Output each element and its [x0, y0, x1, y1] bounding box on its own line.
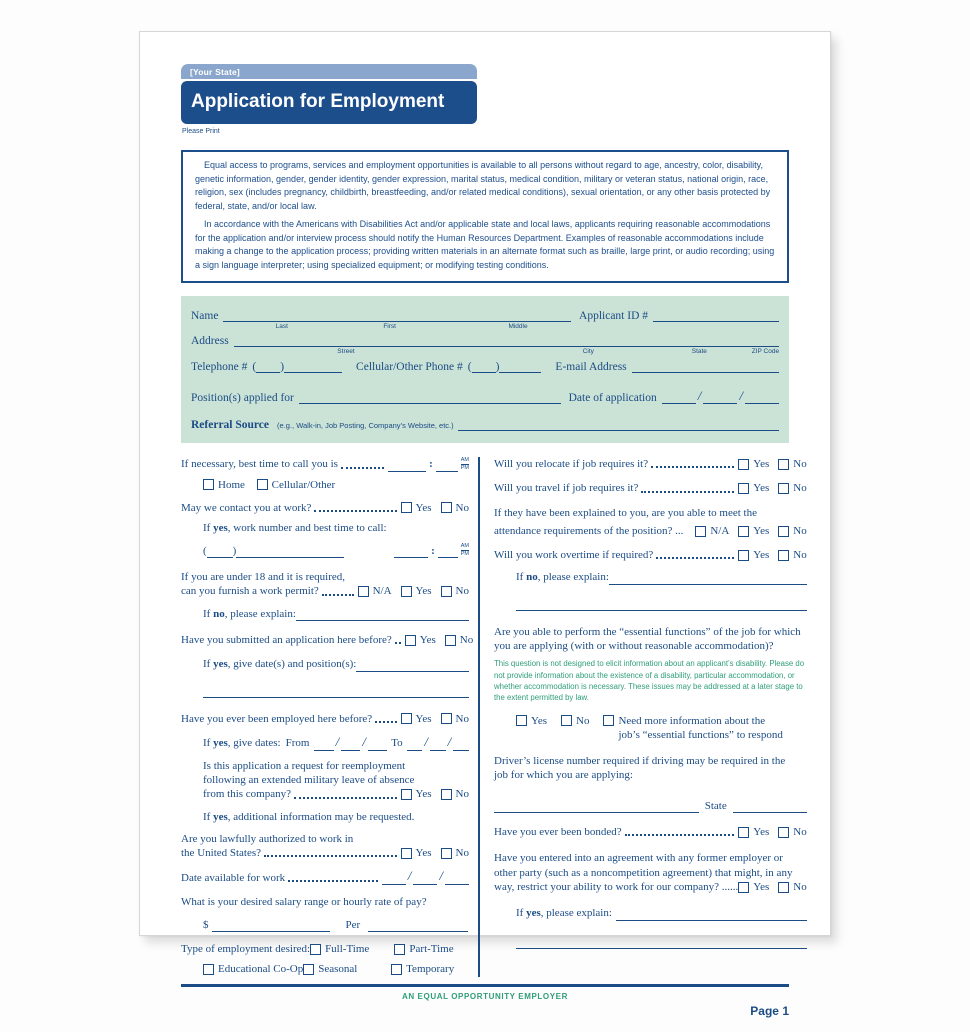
checkbox-permit-yes[interactable] [401, 586, 412, 597]
yes-label: Yes [419, 633, 436, 646]
reemployment-line1: Is this application a request for reemployment [203, 759, 406, 772]
work-close-paren: ) [232, 544, 237, 557]
equal-opportunity-text: AN EQUAL OPPORTUNITY EMPLOYER [401, 991, 568, 1001]
no-label: No [455, 585, 469, 598]
app-date-day-line[interactable] [703, 392, 737, 404]
explain-rest: , please explain: [540, 907, 612, 920]
checkbox-contact-work-no[interactable] [441, 502, 452, 513]
license-entry-row [494, 799, 807, 813]
checkbox-overtime-yes[interactable] [738, 550, 749, 561]
email-label: E-mail Address [555, 361, 627, 373]
address-sub-street: Street [337, 348, 355, 355]
checkbox-employed-no[interactable] [441, 713, 452, 724]
disability-note: This question is not designed to elicit information about an applicant’s disability. Please do not provide information about the existence of a disability, particular accommodation, or whether accommodation is necessary. These issues may be addressed at a later stage to the extent permitted by law. [494, 659, 805, 703]
referral-source-label: Referral Source [191, 419, 270, 431]
checkbox-relocate-no[interactable] [778, 459, 789, 470]
dot-leader [625, 834, 735, 836]
yes-word: yes [213, 810, 228, 823]
yes-label: Yes [415, 585, 432, 598]
if-word: If [203, 521, 214, 534]
checkbox-employed-yes[interactable] [401, 713, 412, 724]
yes-label: Yes [415, 847, 432, 860]
question-lawfully-authorized [181, 832, 469, 861]
telephone-label: Telephone # [191, 361, 248, 373]
permit-explain-line[interactable] [296, 609, 469, 621]
question-best-time-to-call [181, 457, 469, 472]
no-label: No [793, 524, 807, 537]
checkbox-bonded-no[interactable] [778, 827, 789, 838]
best-time-hour-line[interactable] [388, 460, 426, 472]
question-noncompete [494, 851, 807, 894]
name-field-line[interactable] [223, 310, 571, 330]
notice-paragraph-2: In accordance with the Americans with Disabilities Act and/or applicable state and local laws, applicants requiring reasonable accommodations for the application and/or interview process should notify the Human Resources Department. Examples of reasonable accommodations include making a change to the application process; providing written materials in an alternate format such as braille, large print, or audio recording; using a sign language interpreter; using specialized equipment; or modifying testing conditions. [195, 219, 775, 270]
referral-source-hint: (e.g., Walk-in, Job Posting, Company’s Website, etc.) [277, 421, 454, 430]
no-label: No [459, 633, 474, 646]
noncompete-explain-continuation [516, 937, 807, 949]
noncompete-explain-line[interactable] [616, 909, 807, 921]
name-sub-last: Last [275, 323, 288, 330]
telephone-open-paren: ( [252, 361, 257, 373]
to-label: To [391, 737, 403, 750]
question-essential-functions [494, 625, 807, 654]
checkbox-essential-no[interactable] [561, 715, 572, 726]
questions-left-column [181, 457, 478, 977]
application-page [139, 31, 831, 1018]
if-word: If [203, 607, 214, 620]
checkbox-permit-no[interactable] [441, 586, 452, 597]
license-state-label: State [704, 799, 727, 812]
essential-line2: you are applying (with or without reasonable accommodation)? [494, 640, 774, 653]
footer-rule [181, 984, 789, 987]
if-word: If [516, 571, 527, 584]
temporary-label: Temporary [406, 963, 455, 976]
checkbox-permit-na[interactable] [358, 586, 369, 597]
am-label: AM [460, 543, 469, 550]
dot-leader [395, 642, 401, 644]
part-time-label: Part-Time [409, 942, 454, 955]
overtime-explain-row [516, 570, 807, 584]
to-day-line[interactable] [430, 739, 446, 751]
no-word: no [526, 571, 538, 584]
no-label: No [793, 458, 807, 470]
noncompete-explain-line2[interactable] [516, 937, 807, 949]
checkbox-noncompete-no[interactable] [778, 882, 789, 893]
no-label: No [455, 788, 469, 801]
phone-type-checkboxes [203, 478, 469, 495]
checkbox-need-more-info[interactable] [603, 715, 614, 726]
checkbox-attendance-na[interactable] [695, 526, 706, 537]
no-label: No [455, 501, 469, 514]
yes-label: Yes [531, 714, 548, 727]
from-label: From [285, 737, 310, 750]
question-overtime [494, 548, 807, 562]
checkbox-bonded-yes[interactable] [738, 827, 749, 838]
cell-close-paren: ) [495, 361, 500, 373]
pm-label: PM [460, 464, 469, 471]
cell-field-line[interactable] [499, 361, 541, 373]
submitted-text: Have you submitted an application here before? [181, 633, 392, 646]
na-label: N/A [710, 524, 730, 537]
yes-label: Yes [415, 712, 432, 725]
notice-paragraph-1: Equal access to programs, services and employment opportunities is available to all persons without regard to age, ancestry, color, disability, genetic information, gender, gender identity, gender expression, marital status, medical condition, military or veteran status, national origin, race, religion, sex (includes pregnancy, childbirth, breastfeeding, and/or related medical conditions), sexual orientation, or any other basis protected by federal, state, and/or local law. [195, 160, 771, 211]
dot-leader [322, 594, 354, 596]
dot-leader [288, 880, 378, 882]
salary-entry-row [203, 918, 469, 932]
submitted-dates-row [203, 657, 469, 671]
date-slash: / [407, 868, 412, 884]
header-lockup [181, 64, 477, 124]
checkbox-reemployment-yes[interactable] [401, 789, 412, 800]
dot-leader [375, 721, 396, 723]
license-line2: job for which you are applying: [494, 769, 633, 782]
work-open-paren: ( [203, 544, 207, 557]
telephone-field-line[interactable] [284, 361, 342, 373]
to-month-line[interactable] [407, 739, 423, 751]
dot-leader [641, 491, 734, 493]
full-time-label: Full-Time [325, 942, 370, 955]
date-slash: / [424, 733, 428, 749]
salary-amount-line[interactable] [212, 920, 330, 932]
yes-label: Yes [753, 880, 770, 893]
footer [181, 992, 789, 1032]
questions-right-column [478, 457, 807, 977]
overtime-explain-continuation [516, 599, 807, 611]
question-reemployment [203, 759, 469, 802]
applicant-id-label: Applicant ID # [579, 310, 648, 322]
reemployment-line2: following an extended military leave of absence [203, 774, 415, 786]
addl-rest: , additional information may be requested. [227, 810, 415, 823]
employed-text: Have you ever been employed here before? [181, 712, 373, 725]
question-date-available [181, 868, 469, 885]
checkbox-submitted-yes[interactable] [405, 635, 416, 646]
pm-label: PM [460, 551, 469, 558]
yes-label: Yes [753, 524, 770, 537]
am-pm-stack [461, 543, 469, 558]
yes-word: yes [213, 521, 228, 534]
avail-day-line[interactable] [413, 873, 437, 885]
no-label: No [793, 482, 807, 495]
yes-word: yes [526, 907, 541, 920]
relocate-text: Will you relocate if job requires it? [494, 458, 649, 470]
cellular-other-label: Cellular/Other [271, 478, 336, 491]
name-label: Name [191, 310, 219, 322]
question-employed-before [181, 712, 469, 726]
permit-explain-row [203, 607, 469, 621]
home-label: Home [218, 478, 245, 491]
no-label: No [455, 847, 469, 860]
address-sub-zip: ZIP Code [751, 348, 780, 355]
bonded-text: Have you ever been bonded? [494, 826, 622, 839]
employment-type-label: Type of employment desired: [181, 942, 311, 955]
if-yes-work-number [203, 521, 469, 535]
cell-open-paren: ( [467, 361, 472, 373]
question-attendance [494, 506, 807, 539]
checkbox-cellular-other[interactable] [257, 479, 268, 490]
avail-month-line[interactable] [382, 873, 406, 885]
date-slash: / [697, 388, 702, 403]
work-permit-line2: can you furnish a work permit? [181, 585, 319, 598]
na-label: N/A [372, 585, 392, 598]
question-work-permit [181, 570, 469, 599]
no-label: No [576, 714, 590, 727]
overtime-explain-line2[interactable] [516, 599, 807, 611]
checkbox-educational-coop[interactable] [203, 964, 214, 975]
license-line1: Driver’s license number required if driving may be required in the [494, 755, 786, 768]
attendance-line1: If they have been explained to you, are you able to meet the [494, 506, 757, 519]
best-time-minute-line[interactable] [436, 460, 458, 472]
essential-functions-answers [516, 714, 807, 743]
salary-per-line[interactable] [368, 920, 468, 932]
applicant-id-field-line[interactable] [653, 310, 779, 322]
cellular-label: Cellular/Other Phone # [356, 361, 463, 373]
question-employment-type [181, 942, 469, 977]
attendance-line2: attendance requirements of the position? ... [494, 524, 684, 537]
checkbox-attendance-yes[interactable] [738, 526, 749, 537]
from-month-line[interactable] [314, 739, 333, 751]
checkbox-contact-work-yes[interactable] [401, 502, 412, 513]
to-year-line[interactable] [453, 739, 469, 751]
telephone-area-line[interactable] [256, 361, 280, 373]
essential-line1: Are you able to perform the “essential functions” of the job for which [494, 625, 801, 638]
checkbox-travel-no[interactable] [778, 483, 789, 494]
address-label: Address [191, 335, 229, 347]
contact-work-text: May we contact you at work? [181, 501, 312, 514]
checkbox-relocate-yes[interactable] [738, 459, 749, 470]
date-slash: / [335, 733, 340, 749]
question-travel [494, 481, 807, 495]
overtime-text: Will you work overtime if required? [494, 549, 654, 562]
app-date-month-line[interactable] [662, 392, 696, 404]
yes-label: Yes [415, 788, 432, 801]
time-colon: : [429, 458, 433, 471]
yes-label: Yes [753, 826, 770, 839]
yes-label: Yes [753, 458, 770, 470]
yes-word: yes [213, 658, 228, 671]
from-year-line[interactable] [368, 739, 387, 751]
noncompete-line2: other party (such as a noncompetition agreement) that might, in any [494, 866, 793, 879]
no-label: No [793, 880, 807, 893]
referral-source-field-line[interactable] [458, 419, 779, 431]
date-slash: / [447, 733, 452, 749]
no-word: no [213, 607, 225, 620]
reemployment-note [203, 810, 469, 824]
page-title: Application for Employment [181, 81, 477, 124]
explain-rest: , please explain: [537, 571, 609, 584]
dot-leader [314, 510, 396, 512]
checkbox-lawful-yes[interactable] [401, 848, 412, 859]
reemployment-line3: from this company? [203, 788, 291, 801]
yes-word: yes [213, 737, 228, 750]
questions-area [181, 457, 807, 977]
dollar-sign: $ [203, 918, 209, 931]
if-word: If [203, 810, 214, 823]
dot-leader [341, 467, 384, 469]
yes-label: Yes [753, 482, 770, 495]
time-colon: : [431, 544, 435, 557]
employed-dates-row [203, 734, 469, 751]
best-time-text: If necessary, best time to call you is [181, 458, 338, 471]
question-salary: What is your desired salary range or hourly rate of pay? [181, 896, 427, 909]
name-sub-first: First [383, 323, 396, 330]
checkbox-noncompete-yes[interactable] [738, 882, 749, 893]
date-slash: / [362, 733, 367, 749]
submitted-dates-line2[interactable] [203, 686, 469, 698]
date-slash: / [439, 868, 443, 884]
dot-leader [651, 466, 734, 468]
positions-field-line[interactable] [299, 392, 561, 404]
noncompete-explain-row [516, 906, 807, 920]
checkbox-travel-yes[interactable] [738, 483, 749, 494]
email-field-line[interactable] [632, 361, 779, 373]
need-more-line1: Need more information about the [618, 714, 766, 727]
if-word: If [203, 737, 214, 750]
work-time-hour-line[interactable] [394, 546, 428, 558]
dot-leader [264, 855, 396, 857]
yes-label: Yes [753, 549, 770, 562]
work-permit-line1: If you are under 18 and it is required, [181, 571, 346, 584]
work-number-line[interactable] [236, 546, 344, 558]
yes-label: Yes [415, 501, 432, 514]
positions-label: Position(s) applied for [191, 392, 294, 404]
am-pm-stack [461, 457, 469, 472]
no-label: No [793, 549, 807, 562]
date-available-text: Date available for work [181, 872, 286, 885]
work-number-entry [203, 543, 469, 558]
checkbox-reemployment-no[interactable] [441, 789, 452, 800]
address-sub-state: State [691, 348, 707, 355]
if-word: If [516, 907, 527, 920]
license-state-line[interactable] [733, 801, 807, 813]
date-of-application-label: Date of application [568, 392, 657, 404]
no-label: No [793, 826, 807, 839]
lawful-line2: the United States? [181, 847, 262, 860]
dot-leader [656, 557, 734, 559]
question-contact-at-work [181, 501, 469, 515]
question-bonded [494, 825, 807, 839]
seasonal-label: Seasonal [318, 963, 358, 976]
telephone-close-paren: ) [280, 361, 285, 373]
checkbox-part-time[interactable] [394, 944, 405, 955]
equal-access-notice [181, 150, 789, 283]
personal-info-section [181, 296, 789, 443]
checkbox-lawful-no[interactable] [441, 848, 452, 859]
checkbox-attendance-no[interactable] [778, 526, 789, 537]
name-sub-middle: Middle [508, 323, 528, 330]
checkbox-seasonal[interactable] [303, 964, 314, 975]
please-print-note: Please Print [182, 128, 220, 135]
app-date-year-line[interactable] [745, 392, 779, 404]
date-slash: / [739, 388, 743, 403]
avail-year-line[interactable] [445, 873, 469, 885]
need-more-line2: job’s “essential functions” to respond [618, 728, 783, 741]
checkbox-essential-yes[interactable] [516, 715, 527, 726]
if-word: If [203, 658, 214, 671]
address-field-line[interactable] [234, 335, 780, 355]
work-time-minute-line[interactable] [438, 546, 458, 558]
address-sub-city: City [582, 348, 594, 355]
question-submitted-before [181, 633, 474, 647]
page-number: Page 1 [750, 1003, 789, 1018]
work-area-line[interactable] [207, 546, 233, 558]
question-relocate [494, 457, 807, 471]
from-day-line[interactable] [341, 739, 360, 751]
work-number-rest: , work number and best time to call: [227, 521, 387, 534]
lawful-line1: Are you lawfully authorized to work in [181, 832, 354, 845]
dates-pos-rest: , give date(s) and position(s): [227, 658, 357, 671]
noncompete-line1: Have you entered into an agreement with any former employer or [494, 852, 783, 865]
noncompete-line3: way, restrict your ability to work for our company? ...... [494, 880, 739, 893]
travel-text: Will you travel if job requires it? [494, 482, 639, 495]
overtime-explain-line[interactable] [609, 573, 807, 585]
question-drivers-license [494, 754, 807, 783]
state-banner: [Your State] [181, 64, 477, 79]
explain-rest: , please explain: [224, 607, 296, 620]
checkbox-full-time[interactable] [310, 944, 321, 955]
no-label: No [455, 712, 469, 725]
checkbox-home[interactable] [203, 479, 214, 490]
cell-area-line[interactable] [472, 361, 496, 373]
submitted-dates-line[interactable] [356, 660, 469, 672]
license-number-line[interactable] [494, 801, 699, 813]
dates-rest: , give dates: [227, 737, 281, 750]
checkbox-submitted-no[interactable] [445, 635, 456, 646]
dot-leader [294, 797, 397, 799]
checkbox-temporary[interactable] [391, 964, 402, 975]
submitted-dates-continuation [203, 686, 469, 698]
am-label: AM [460, 457, 469, 463]
per-label: Per [345, 918, 361, 931]
checkbox-overtime-no[interactable] [778, 550, 789, 561]
educational-coop-label: Educational Co-Op [218, 963, 304, 976]
